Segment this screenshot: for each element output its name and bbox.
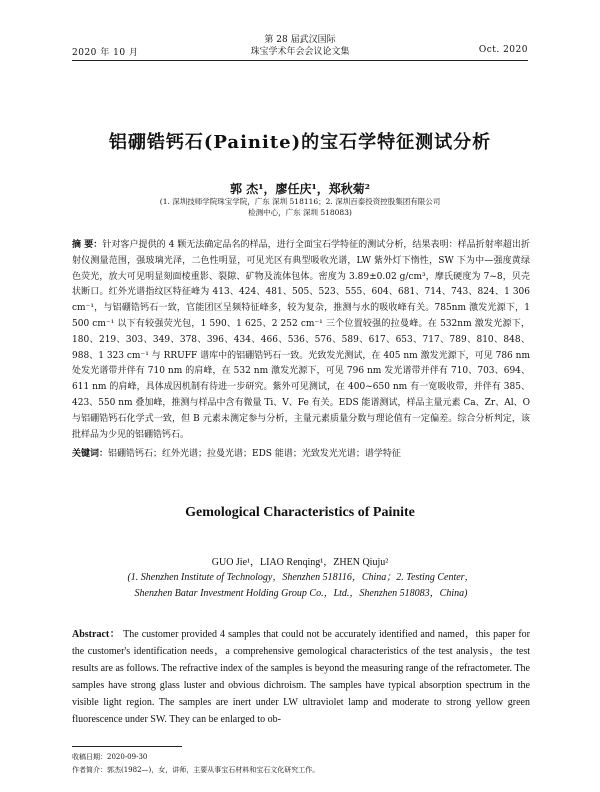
authors-cn: 郭 杰¹，廖任庆¹，郑秋菊² xyxy=(230,182,370,196)
affiliation-en-line1: (1. Shenzhen Institute of Technology，Shenzhen 518116，China；2. Testing Center， xyxy=(127,572,475,583)
affiliation-en xyxy=(80,570,522,602)
header-date-cn: 2020 年 10 月 xyxy=(72,48,139,58)
abstract-cn-label: 摘 要： xyxy=(72,240,103,250)
paper-title-en: Gemological Characteristics of Painite xyxy=(185,505,415,520)
header-date-en: Oct. 2020 xyxy=(478,45,528,55)
affiliation-en-line2: Shenzhen Batar Investment Holding Group Co.，Ltd.，Shenzhen 518083，China) xyxy=(134,588,468,599)
header-divider xyxy=(72,60,528,61)
footnote-author: 作者简介：郭杰(1982—)，女，讲师，主要从事宝石材料和宝石文化研究工作。 xyxy=(72,766,320,774)
keywords-cn-label: 关键词： xyxy=(72,449,109,459)
authors-en: GUO Jie¹，LIAO Renqing¹，ZHEN Qiuju² xyxy=(211,557,389,568)
keywords-cn xyxy=(72,447,530,461)
abstract-en-label: Abstract： xyxy=(72,629,121,640)
header-journal-line2: 珠宝学术年会会议论文集 xyxy=(250,47,350,57)
abstract-en xyxy=(72,626,530,728)
abstract-en-text: The customer provided 4 samples that could not be accurately identified and named，this paper for the customer's identification needs，a comprehensive gemological characteristics of the test analysis，the test results are as follows. The refractive index of the samples is beyond the measuring range of the refractometer. The samples have strong glass luster and obvious dichroism. The samples have typical absorption spectrum in the visible light region. The samples are inert under LW ultraviolet lamp and moderate to strong yellow green fluorescence under SW. They can be enlarged to ob- xyxy=(72,629,530,725)
header-journal-line1: 第 28 届武汉国际 xyxy=(264,35,336,45)
footnotes xyxy=(72,751,530,777)
affiliation-cn-line2: 检测中心，广东 深圳 518083) xyxy=(248,208,352,217)
affiliation-cn xyxy=(0,196,600,218)
affiliation-cn-line1: (1. 深圳技师学院珠宝学院，广东 深圳 518116；2. 深圳百泰投资控股集团有限公司 xyxy=(159,197,441,206)
paper-title-cn: 铝硼锆钙石(Painite)的宝石学特征测试分析 xyxy=(108,132,492,153)
abstract-cn-text: 针对客户提供的 4 颗无法确定品名的样品，进行全面宝石学特征的测试分析，结果表明：样品折射率超出折射仪测量范围，强玻璃光泽，二色性明显，可见光区有典型吸收光谱，LW 紫外灯下惰性，SW 下为中—强度黄绿色荧光，放大可见明显刻面棱重影、裂隙、矿物及流体包体。密度为 3.89±0.02 g/cm³，摩氏硬度为 7~8，贝壳状断口。红外光谱指纹区特征峰为 413、424、481、505、523、555、604、681、714、743、824、1 306 cm⁻¹，与铝硼锆钙石一致，官能团区呈频特征峰多，较为复杂，推测与水的吸收峰有关。785nm 激发光源下，1 500 cm⁻¹ 以下有较强荧光包，1 590、1 625、2 252 cm⁻¹ 三个位置较强的拉曼峰。在 532nm 激发光源下，180、219、303、349、378、396、434、466、536、576、589、617、653、717、789、810、848、988、1 323 cm⁻¹ 与 RRUFF 谱库中的铝硼锆钙石一致。光致发光测试，在 405 nm 激发光源下，可见 786 nm 处发光谱带并伴有 710 nm 的肩峰，在 532 nm 激发光源下，可见 796 nm 发光谱带并伴有 710、703、694、611 nm 的肩峰，具体成因机制有待进一步研究。紫外可见测试，在 400~650 nm 有一宽吸收带，并伴有 385、423、550 nm 叠加峰，推测与样品中含有微量 Ti、V、Fe 有关。EDS 能谱测试，样品主量元素 Ca、Zr、Al、O 与铝硼锆钙石化学式一致，但 B 元素未测定参与分析，主量元素质量分数与理论值有一定偏差。综合分析判定，该批样品为少见的铝硼锆钙石。 xyxy=(72,240,530,440)
footnote-received: 收稿日期：2020-09-30 xyxy=(72,753,148,761)
abstract-cn xyxy=(72,238,530,443)
keywords-cn-text: 铝硼锆钙石；红外光谱；拉曼光谱；EDS 能谱；光致发光光谱；谱学特征 xyxy=(108,449,401,459)
footnote-divider xyxy=(72,746,182,747)
